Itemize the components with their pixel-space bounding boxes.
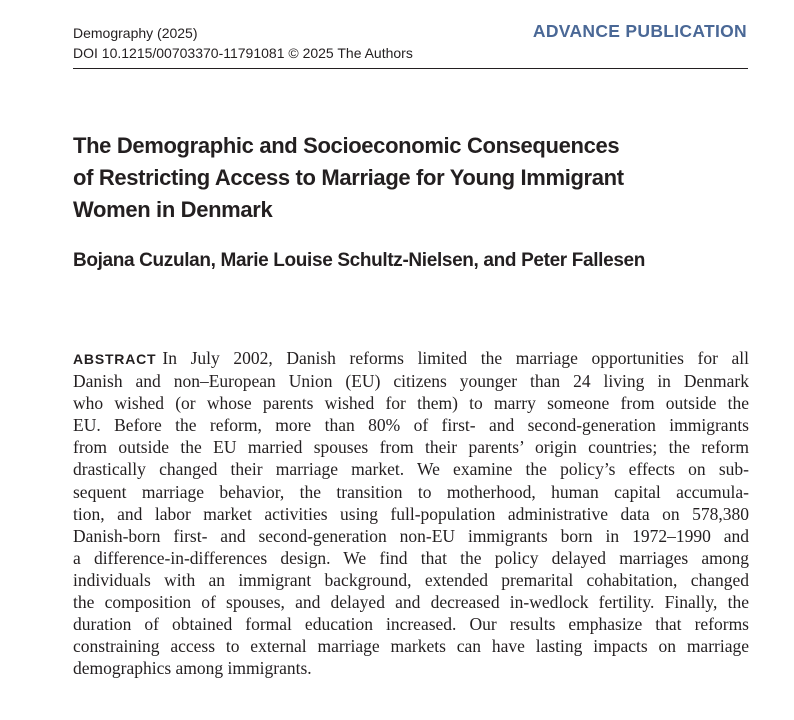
abstract-line: tion, and labor market activities using full-population administrative data on 578,380 (73, 503, 749, 524)
abstract-line: who wished (or whose parents wished for them) to marry someone from outside the (73, 393, 749, 414)
doi-copyright: DOI 10.1215/00703370-11791081 © 2025 The Authors (73, 45, 413, 61)
abstract-line: demographics among immigrants. (73, 658, 312, 679)
title-line: Women in Denmark (73, 197, 273, 222)
header-divider (73, 68, 748, 69)
abstract-label: ABSTRACT (73, 351, 157, 367)
abstract-line: duration of obtained formal education increased. Our results emphasize that reforms (73, 614, 749, 635)
article-title (73, 130, 733, 226)
abstract-line: Danish and non–European Union (EU) citizens younger than 24 living in Denmark (73, 371, 749, 392)
publication-status: ADVANCE PUBLICATION (532, 21, 747, 41)
title-line: of Restricting Access to Marriage for Young Immigrant (73, 165, 624, 190)
abstract-line: individuals with an immigrant background, extended premarital cohabitation, changed (73, 569, 749, 590)
abstract-line: from outside the EU married spouses from their parents’ origin countries; the reform (73, 437, 749, 458)
abstract-line: the composition of spouses, and delayed and decreased in-wedlock fertility. Finally, the (73, 592, 749, 613)
journal-info (73, 23, 413, 63)
journal-citation: Demography (2025) (73, 25, 198, 41)
abstract-line: Danish-born first- and second-generation non-EU immigrants born in 1972–1990 and (73, 525, 749, 546)
author-list: Bojana Cuzulan, Marie Louise Schultz-Nielsen, and Peter Fallesen (73, 250, 646, 271)
abstract-line: sequent marriage behavior, the transition to motherhood, human capital accumula- (73, 481, 749, 502)
abstract-text: In July 2002, Danish reforms limited the marriage opportunities for all (162, 348, 749, 368)
abstract-line (73, 347, 749, 370)
abstract-line: constraining access to external marriage markets can have lasting impacts on marriage (73, 636, 749, 657)
abstract-line: EU. Before the reform, more than 80% of first- and second-generation immigrants (73, 415, 749, 436)
title-line: The Demographic and Socioeconomic Consequences (73, 133, 620, 158)
abstract (73, 347, 749, 679)
abstract-line: drastically changed their marriage market. We examine the policy’s effects on sub- (73, 459, 749, 480)
abstract-line: a difference-in-differences design. We find that the policy delayed marriages among (73, 547, 749, 568)
